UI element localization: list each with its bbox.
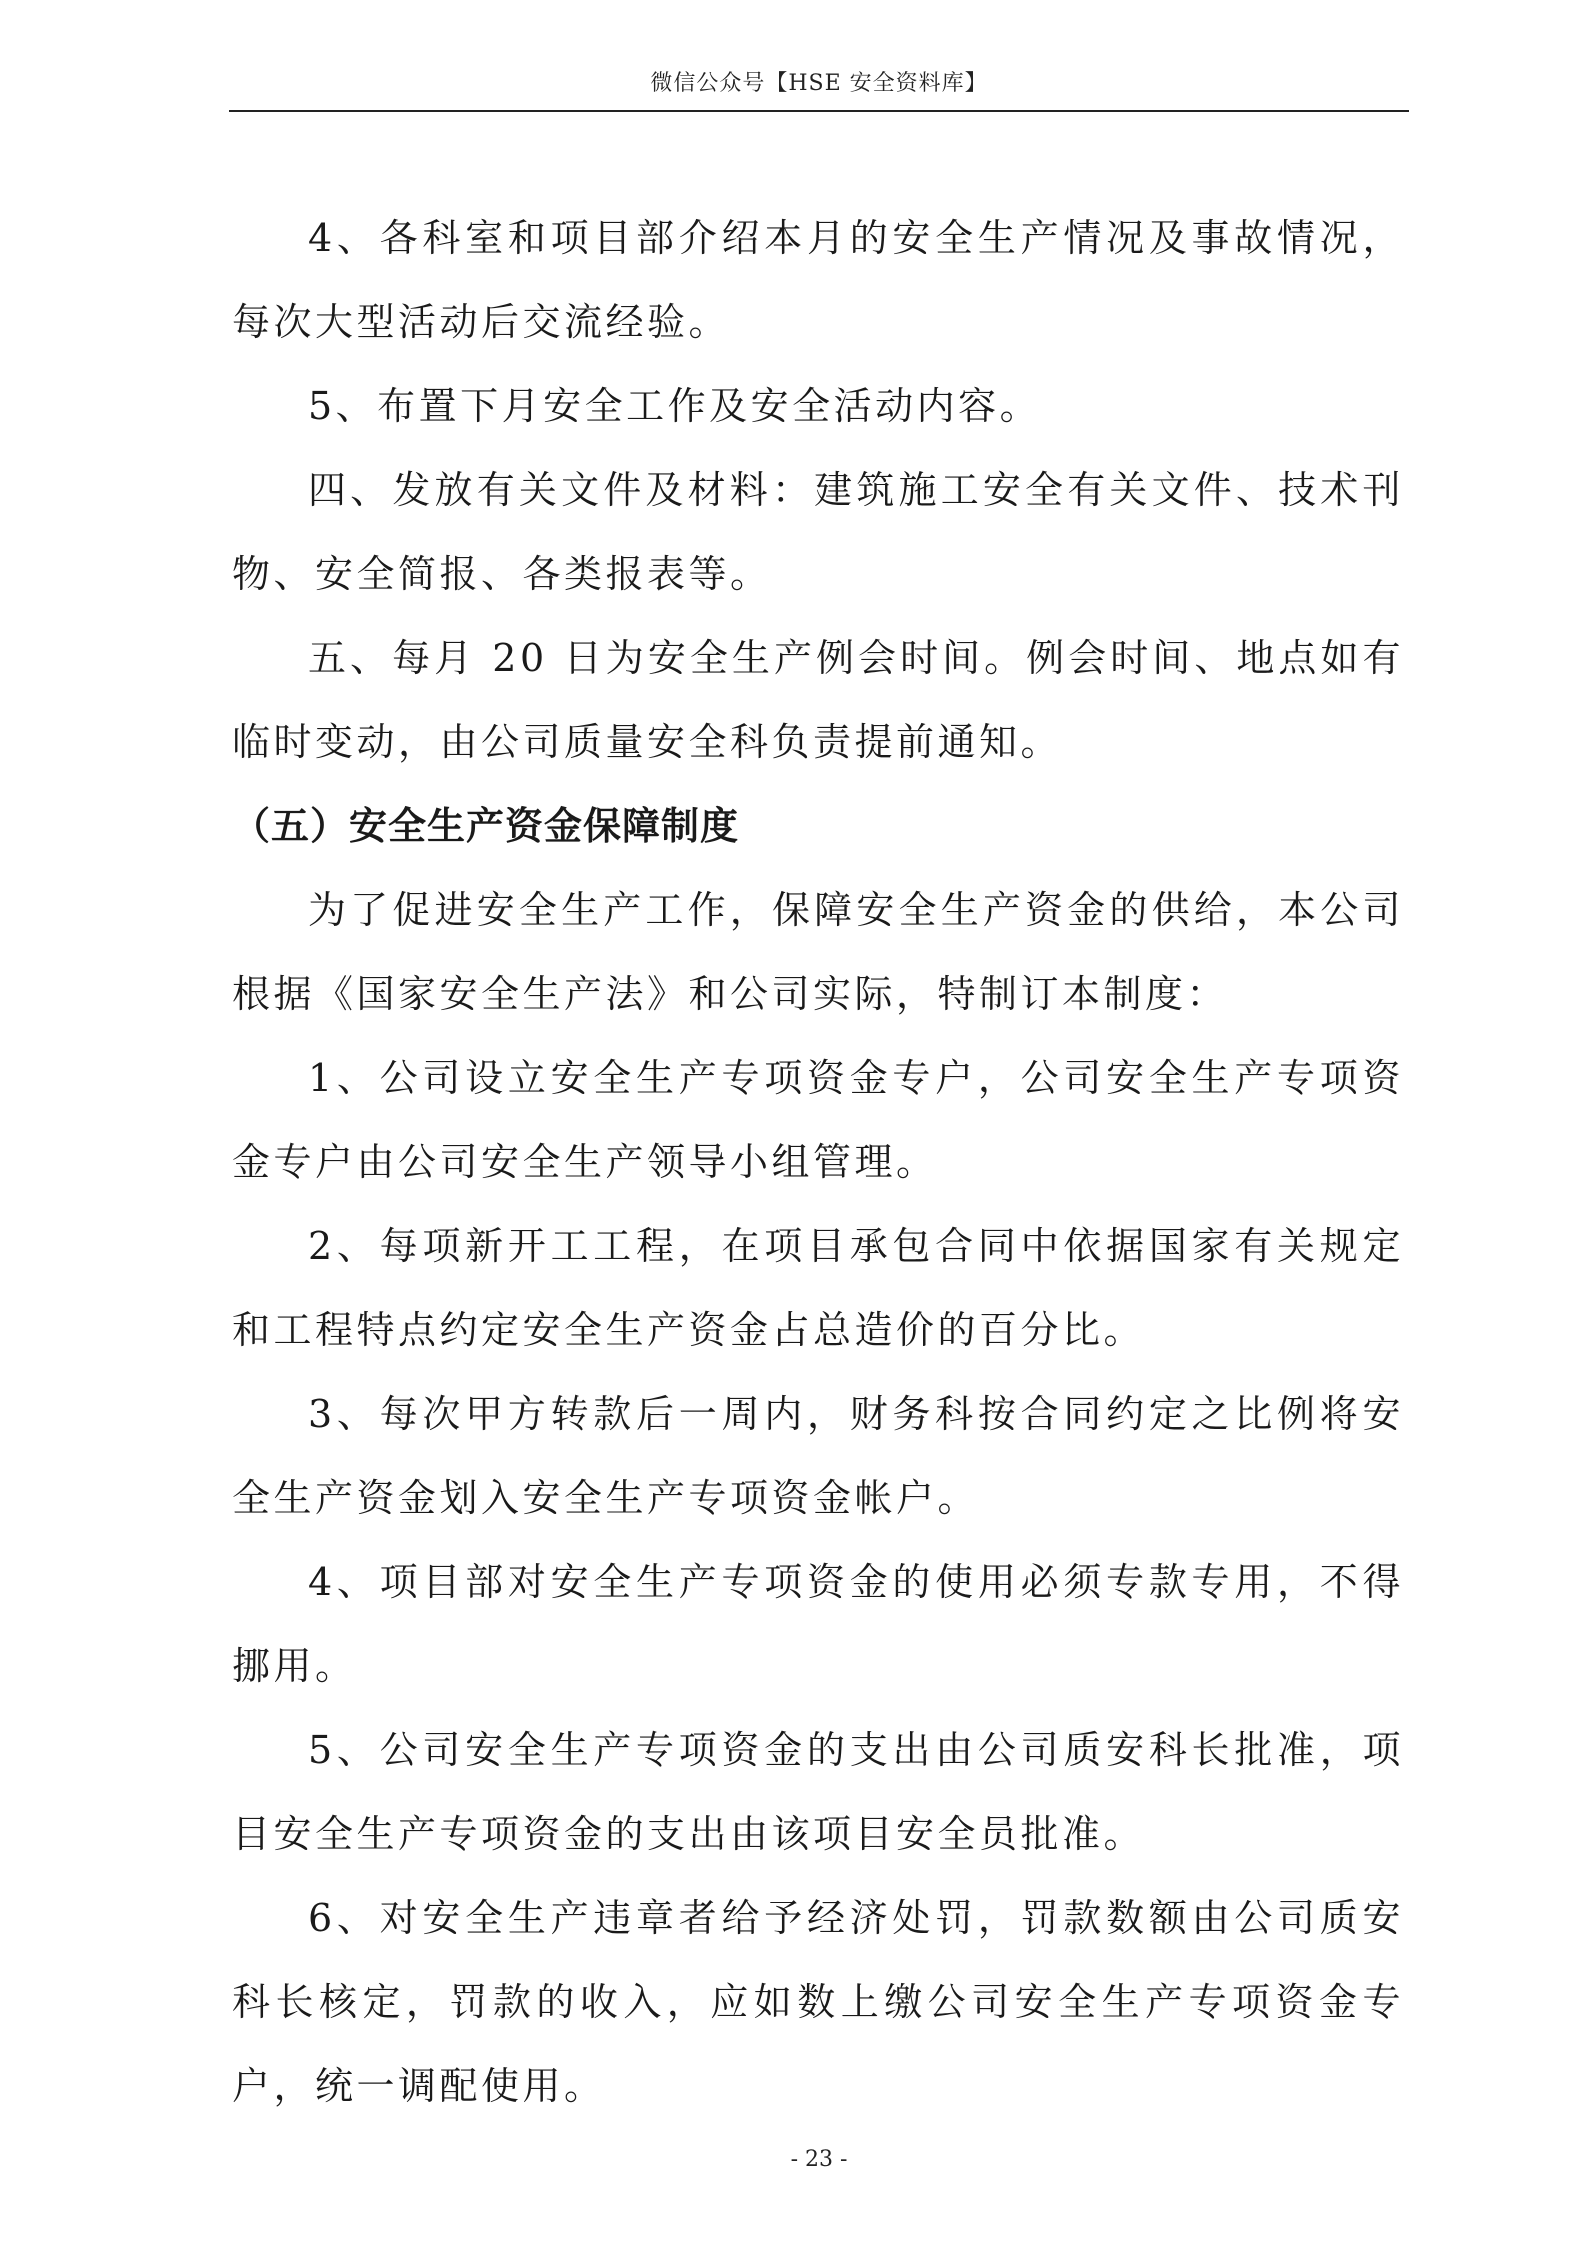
page-header: 微信公众号【HSE 安全资料库】: [650, 71, 988, 96]
paragraph-section-5: 五、每月 20 日为安全生产例会时间。例会时间、地点如有临时变动，由公司质量安全科负责提前通知。: [232, 636, 1404, 764]
document-body: [232, 196, 1404, 2128]
paragraph-rule-1: 1、公司设立安全生产专项资金专户，公司安全生产专项资金专户由公司安全生产领导小组管理。: [232, 1056, 1404, 1184]
header-divider: [229, 110, 1409, 112]
paragraph-rule-5: 5、公司安全生产专项资金的支出由公司质安科长批准，项目安全生产专项资金的支出由该项目安全员批准。: [232, 1728, 1404, 1856]
paragraph-rule-2: 2、每项新开工工程，在项目承包合同中依据国家有关规定和工程特点约定安全生产资金占总造价的百分比。: [232, 1224, 1404, 1352]
paragraph-rule-6: 6、对安全生产违章者给予经济处罚，罚款数额由公司质安科长核定，罚款的收入，应如数上缴公司安全生产专项资金专户，统一调配使用。: [232, 1896, 1404, 2108]
paragraph-rule-4: 4、项目部对安全生产专项资金的使用必须专款专用，不得挪用。: [232, 1560, 1404, 1688]
paragraph-item-4: 4、各科室和项目部介绍本月的安全生产情况及事故情况，每次大型活动后交流经验。: [232, 216, 1404, 344]
paragraph-item-5: 5、布置下月安全工作及安全活动内容。: [308, 384, 1042, 428]
paragraph-intro: 为了促进安全生产工作，保障安全生产资金的供给，本公司根据《国家安全生产法》和公司实际，特制订本制度：: [232, 888, 1404, 1016]
paragraph-section-4: 四、发放有关文件及材料：建筑施工安全有关文件、技术刊物、安全简报、各类报表等。: [232, 468, 1404, 596]
page-number: - 23 -: [790, 2147, 848, 2172]
section-heading: （五）安全生产资金保障制度: [232, 803, 740, 848]
paragraph-rule-3: 3、每次甲方转款后一周内，财务科按合同约定之比例将安全生产资金划入安全生产专项资金帐户。: [232, 1392, 1404, 1520]
